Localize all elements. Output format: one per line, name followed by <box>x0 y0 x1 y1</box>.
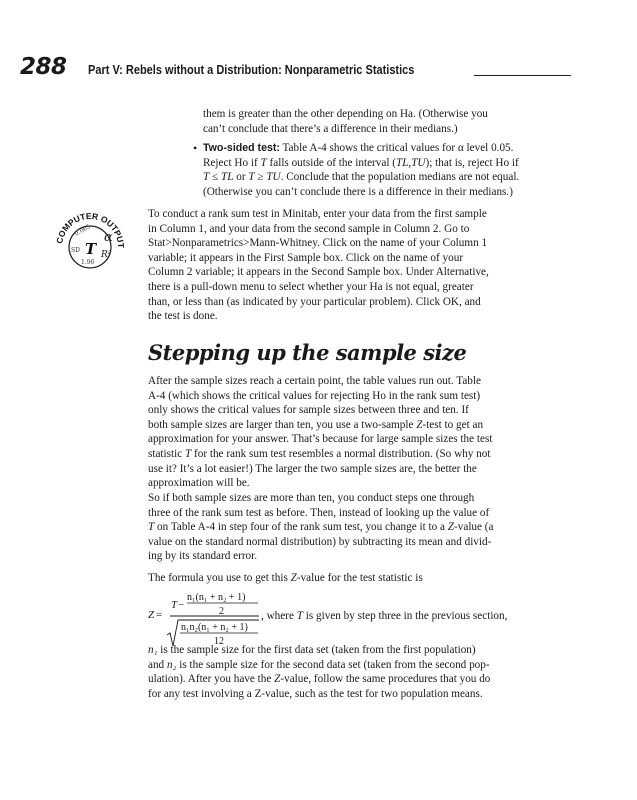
bullet-label: Two-sided test: <box>203 142 280 154</box>
badge-t: T <box>85 240 97 258</box>
computer-output-icon <box>50 203 130 271</box>
paragraph-sample-sizes: n₁ is the sample size for the first data set (taken from the first population) and n₂ is the sample size for the second data set (taken from the second pop- ulation). After you have the Z-value, follow the same procedures that you do for any test involving a Z-value, such as the test for two population means. <box>148 644 491 700</box>
minitab-instructions: To conduct a rank sum test in Minitab, enter your data from the first sample in Column 1, and your data from the second sample in Column 2. Go to Stat>Nonparametrics>Mann-Whitney. Click on the name of your Column 1 variable; it appears in the First Sample box. Click on the name of your Column 2 variable; it appears in the Second Sample box. Under Alternative, there is a pull-down menu to select whether your Ha is not equal, greater than, or less than (as indicated by your particular problem). Click OK, and the test is done. <box>148 208 489 323</box>
page-header <box>20 54 560 84</box>
badge-r2: R² <box>101 250 112 260</box>
badge-label: COMPUTER OUTPUT <box>54 210 127 249</box>
numerator-expression: n₁(n₁ + n₂ + 1) <box>187 592 246 603</box>
previous-bullet-continuation: them is greater than the other depending on Ha. (Otherwise you can’t conclude that there’s a difference in their medians.) <box>203 108 488 135</box>
paragraph-conduct-steps: So if both sample sizes are more than ten, you conduct steps one through three of the rank sum test as before. Then, instead of looking up the value of T on Table A-4 in step four of the rank sum test, you change it to a Z-value (a value on the standard normal distribution) by subtracting its mean and divid- ing by its standard error. <box>148 492 494 563</box>
header-rule <box>474 75 571 76</box>
badge-value: 0.065 <box>73 223 92 238</box>
formula-z: Z <box>148 609 155 621</box>
formula-equals: = <box>156 609 163 621</box>
alpha-symbol: α <box>104 230 113 245</box>
page-number: 288 <box>20 54 67 80</box>
paragraph-large-samples: After the sample sizes reach a certain point, the table values run out. Table A-4 (which shows the critical values for rejecting Ho in the rank sum test) only shows the critical values for sample sizes between three and ten. If both sample sizes are larger than ten, you use a two-sample Z-test to get an approximation for your answer. That’s because for large sample sizes the test statistic T for the rank sum test resembles a normal distribution. (So why not use it? It’s a lot easier!) The larger the two sample sizes are, the better the approximation will be. <box>148 375 493 490</box>
z-value-formula <box>148 586 568 648</box>
section-heading: Stepping up the sample size <box>148 340 467 365</box>
formula-t: T <box>171 599 178 611</box>
running-head: Part V: Rebels without a Distribution: Nonparametric Statistics <box>88 63 415 77</box>
formula-minus: − <box>178 599 185 611</box>
standard-error-denominator: 12 <box>214 636 224 647</box>
formula-intro: The formula you use to get this Z-value for the test statistic is <box>148 572 423 584</box>
formula-explanation: , where T is given by step three in the previous section, <box>261 610 508 622</box>
list-item: • Two-sided test: Table A-4 shows the critical values for α level 0.05. Reject Ho if T falls outside of the interval (TL,TU); that is, reject Ho if T ≤ TL or T ≥ TU. Conclude that the population medians are not equal. (Otherwise you can’t conclude there is a difference in their medians.) <box>193 141 573 199</box>
badge-sd: SD <box>71 247 80 254</box>
badge-z: 1.96 <box>81 259 95 266</box>
two-sided-test-bullet <box>193 141 573 199</box>
standard-error-expression: n₁n₂(n₁ + n₂ + 1) <box>181 622 248 633</box>
numerator-denominator: 2 <box>219 606 224 617</box>
